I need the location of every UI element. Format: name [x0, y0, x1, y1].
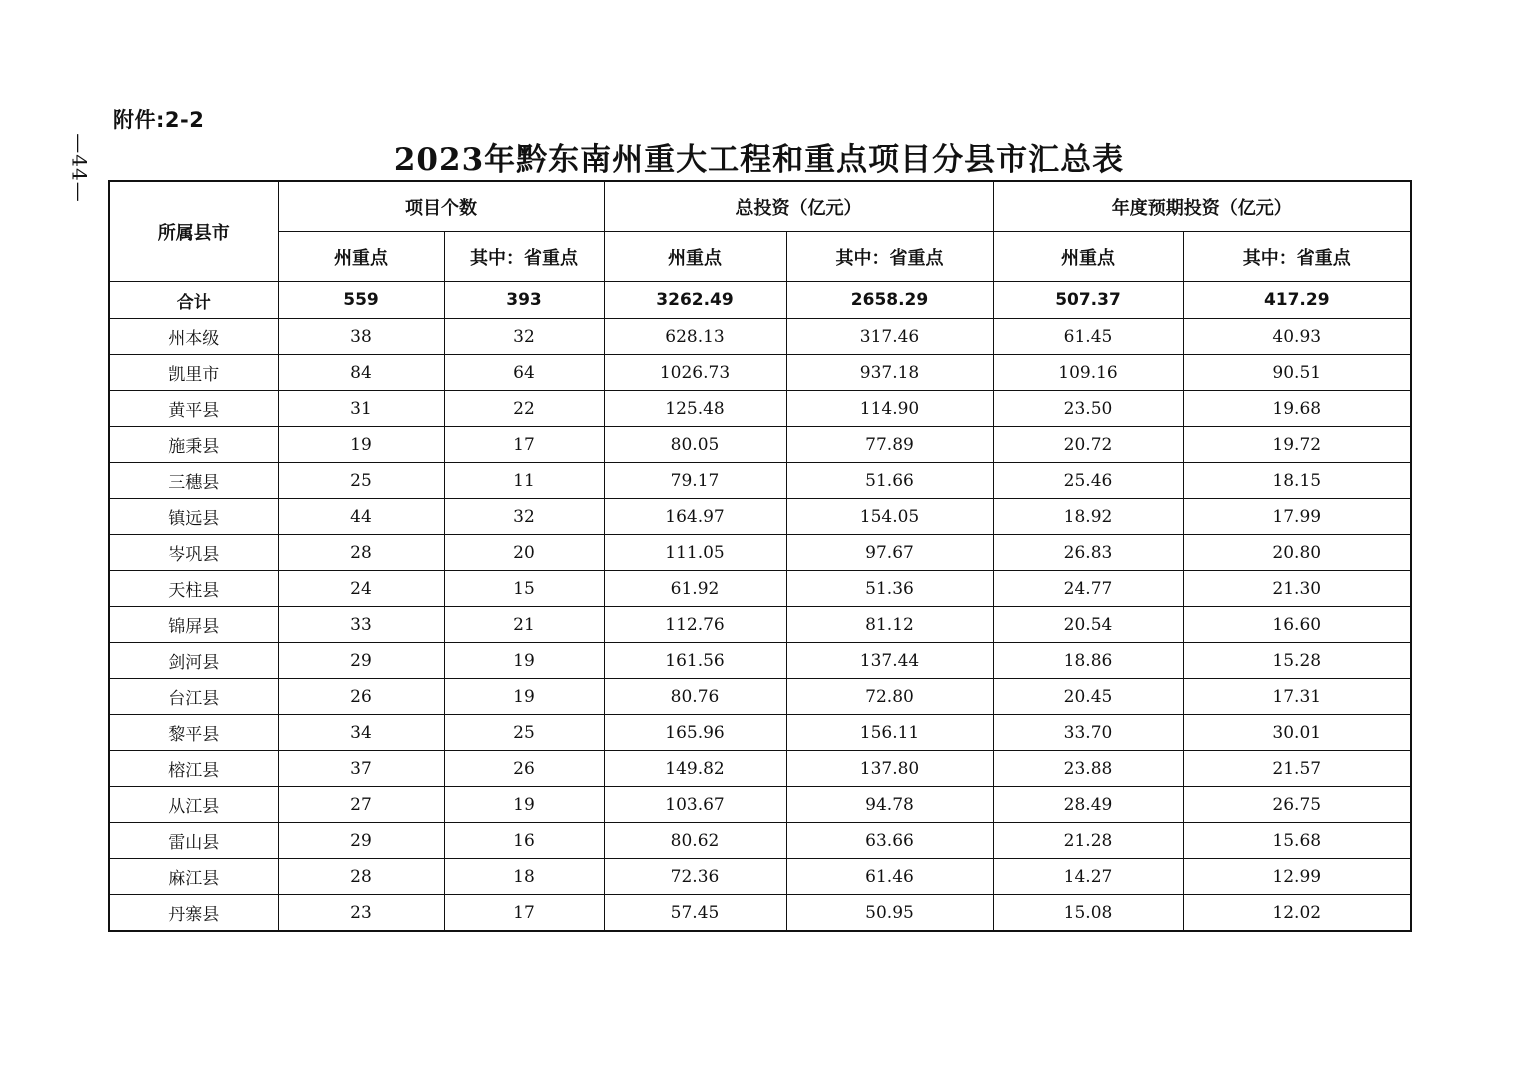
table-row: [109, 391, 1411, 427]
annual-provincial-cell: 15.68: [1183, 823, 1411, 859]
annual-prefecture-cell: 25.46: [993, 463, 1183, 499]
count-prefecture-cell: 37: [278, 751, 444, 787]
annual-prefecture-cell: 109.16: [993, 355, 1183, 391]
header-total-provincial: 其中：省重点: [786, 232, 993, 282]
table-row: [109, 751, 1411, 787]
header-count-provincial: 其中：省重点: [444, 232, 604, 282]
annual-provincial-cell: 17.99: [1183, 499, 1411, 535]
table-row: [109, 499, 1411, 535]
county-name-cell: 榕江县: [109, 751, 278, 787]
header-total-prefecture: 州重点: [604, 232, 786, 282]
count-provincial-cell: 16: [444, 823, 604, 859]
annual-provincial-cell: 12.99: [1183, 859, 1411, 895]
annual-prefecture-cell: 14.27: [993, 859, 1183, 895]
investment-provincial-cell: 137.44: [786, 643, 993, 679]
count-prefecture-cell: 25: [278, 463, 444, 499]
count-prefecture-cell: 29: [278, 643, 444, 679]
county-name-cell: 凯里市: [109, 355, 278, 391]
annual-provincial-cell: 12.02: [1183, 895, 1411, 932]
investment-prefecture-cell: 80.62: [604, 823, 786, 859]
count-prefecture-cell: 19: [278, 427, 444, 463]
county-name-cell: 从江县: [109, 787, 278, 823]
count-prefecture-cell: 84: [278, 355, 444, 391]
investment-prefecture-cell: 57.45: [604, 895, 786, 932]
annual-provincial-cell: 19.68: [1183, 391, 1411, 427]
table-row: [109, 643, 1411, 679]
annual-provincial-cell: 18.15: [1183, 463, 1411, 499]
investment-provincial-cell: 51.36: [786, 571, 993, 607]
investment-prefecture-cell: 79.17: [604, 463, 786, 499]
table-row: [109, 463, 1411, 499]
annual-provincial-cell: 40.93: [1183, 319, 1411, 355]
table-row: [109, 787, 1411, 823]
annual-prefecture-cell: 20.54: [993, 607, 1183, 643]
count-provincial-cell: 32: [444, 319, 604, 355]
investment-provincial-cell: 50.95: [786, 895, 993, 932]
county-name-cell: 天柱县: [109, 571, 278, 607]
count-provincial-cell: 18: [444, 859, 604, 895]
investment-provincial-cell: 114.90: [786, 391, 993, 427]
total-row: [109, 282, 1411, 319]
page-number: [60, 128, 100, 208]
count-prefecture-cell: 26: [278, 679, 444, 715]
annual-prefecture-cell: 18.92: [993, 499, 1183, 535]
investment-provincial-cell: 81.12: [786, 607, 993, 643]
investment-prefecture-cell: 1026.73: [604, 355, 786, 391]
annual-prefecture-cell: 20.45: [993, 679, 1183, 715]
header-count-prefecture: 州重点: [278, 232, 444, 282]
investment-prefecture-cell: 125.48: [604, 391, 786, 427]
count-provincial-cell: 25: [444, 715, 604, 751]
count-provincial-cell: 19: [444, 679, 604, 715]
table-row: [109, 319, 1411, 355]
investment-prefecture-cell: 628.13: [604, 319, 786, 355]
annual-provincial-cell: 19.72: [1183, 427, 1411, 463]
annual-provincial-cell: 17.31: [1183, 679, 1411, 715]
page-number-text: —44—: [68, 133, 93, 203]
investment-prefecture-cell: 164.97: [604, 499, 786, 535]
attachment-label: 附件:2-2: [113, 108, 205, 132]
count-provincial-cell: 21: [444, 607, 604, 643]
annual-prefecture-cell: 20.72: [993, 427, 1183, 463]
annual-provincial-cell: 16.60: [1183, 607, 1411, 643]
annual-prefecture-cell: 33.70: [993, 715, 1183, 751]
county-name-cell: 麻江县: [109, 859, 278, 895]
annual-prefecture-cell: 28.49: [993, 787, 1183, 823]
investment-prefecture-cell: 161.56: [604, 643, 786, 679]
count-provincial-cell: 32: [444, 499, 604, 535]
header-total-investment: 总投资（亿元）: [604, 181, 993, 232]
investment-prefecture-cell: 61.92: [604, 571, 786, 607]
annual-prefecture-cell: 15.08: [993, 895, 1183, 932]
total-annual-provincial: 417.29: [1183, 282, 1411, 319]
summary-table: [108, 180, 1412, 932]
table-row: [109, 355, 1411, 391]
annual-prefecture-cell: 18.86: [993, 643, 1183, 679]
total-investment-provincial: 2658.29: [786, 282, 993, 319]
count-provincial-cell: 19: [444, 643, 604, 679]
investment-prefecture-cell: 111.05: [604, 535, 786, 571]
county-name-cell: 施秉县: [109, 427, 278, 463]
investment-prefecture-cell: 72.36: [604, 859, 786, 895]
county-name-cell: 锦屏县: [109, 607, 278, 643]
investment-provincial-cell: 937.18: [786, 355, 993, 391]
county-name-cell: 黎平县: [109, 715, 278, 751]
annual-provincial-cell: 26.75: [1183, 787, 1411, 823]
count-prefecture-cell: 31: [278, 391, 444, 427]
count-prefecture-cell: 44: [278, 499, 444, 535]
count-prefecture-cell: 34: [278, 715, 444, 751]
table-row: [109, 571, 1411, 607]
count-provincial-cell: 15: [444, 571, 604, 607]
count-provincial-cell: 22: [444, 391, 604, 427]
count-provincial-cell: 17: [444, 427, 604, 463]
county-name-cell: 雷山县: [109, 823, 278, 859]
total-count-provincial: 393: [444, 282, 604, 319]
table-row: [109, 823, 1411, 859]
investment-provincial-cell: 94.78: [786, 787, 993, 823]
county-name-cell: 台江县: [109, 679, 278, 715]
header-annual-provincial: 其中：省重点: [1183, 232, 1411, 282]
annual-prefecture-cell: 23.50: [993, 391, 1183, 427]
annual-prefecture-cell: 24.77: [993, 571, 1183, 607]
count-provincial-cell: 20: [444, 535, 604, 571]
header-annual-investment: 年度预期投资（亿元）: [993, 181, 1411, 232]
count-provincial-cell: 26: [444, 751, 604, 787]
table-row: [109, 895, 1411, 932]
investment-prefecture-cell: 80.76: [604, 679, 786, 715]
count-prefecture-cell: 38: [278, 319, 444, 355]
table-row: [109, 427, 1411, 463]
county-name-cell: 丹寨县: [109, 895, 278, 932]
annual-provincial-cell: 21.57: [1183, 751, 1411, 787]
investment-provincial-cell: 63.66: [786, 823, 993, 859]
investment-prefecture-cell: 149.82: [604, 751, 786, 787]
table-row: [109, 607, 1411, 643]
count-provincial-cell: 11: [444, 463, 604, 499]
page-title: 2023年黔东南州重大工程和重点项目分县市汇总表: [393, 142, 1125, 178]
total-count-prefecture: 559: [278, 282, 444, 319]
count-prefecture-cell: 28: [278, 535, 444, 571]
count-prefecture-cell: 23: [278, 895, 444, 932]
table-row: [109, 679, 1411, 715]
annual-prefecture-cell: 21.28: [993, 823, 1183, 859]
count-provincial-cell: 64: [444, 355, 604, 391]
county-name-cell: 三穗县: [109, 463, 278, 499]
annual-prefecture-cell: 26.83: [993, 535, 1183, 571]
header-project-count: 项目个数: [278, 181, 604, 232]
table-row: [109, 715, 1411, 751]
annual-prefecture-cell: 61.45: [993, 319, 1183, 355]
county-name-cell: 州本级: [109, 319, 278, 355]
table-row: [109, 535, 1411, 571]
investment-provincial-cell: 61.46: [786, 859, 993, 895]
header-annual-prefecture: 州重点: [993, 232, 1183, 282]
annual-provincial-cell: 20.80: [1183, 535, 1411, 571]
county-name-cell: 镇远县: [109, 499, 278, 535]
count-prefecture-cell: 27: [278, 787, 444, 823]
count-prefecture-cell: 28: [278, 859, 444, 895]
total-investment-prefecture: 3262.49: [604, 282, 786, 319]
county-name-cell: 剑河县: [109, 643, 278, 679]
investment-provincial-cell: 317.46: [786, 319, 993, 355]
count-prefecture-cell: 33: [278, 607, 444, 643]
table-row: [109, 859, 1411, 895]
annual-provincial-cell: 30.01: [1183, 715, 1411, 751]
annual-provincial-cell: 90.51: [1183, 355, 1411, 391]
investment-provincial-cell: 156.11: [786, 715, 993, 751]
annual-provincial-cell: 15.28: [1183, 643, 1411, 679]
investment-prefecture-cell: 80.05: [604, 427, 786, 463]
county-name-cell: 黄平县: [109, 391, 278, 427]
investment-provincial-cell: 97.67: [786, 535, 993, 571]
investment-prefecture-cell: 165.96: [604, 715, 786, 751]
investment-provincial-cell: 137.80: [786, 751, 993, 787]
investment-prefecture-cell: 112.76: [604, 607, 786, 643]
header-county: 所属县市: [109, 181, 278, 282]
investment-provincial-cell: 72.80: [786, 679, 993, 715]
investment-provincial-cell: 154.05: [786, 499, 993, 535]
annual-provincial-cell: 21.30: [1183, 571, 1411, 607]
count-provincial-cell: 17: [444, 895, 604, 932]
total-label: 合计: [109, 282, 278, 319]
header-row-subcolumns: [109, 232, 1411, 282]
header-row-groups: [109, 181, 1411, 232]
investment-prefecture-cell: 103.67: [604, 787, 786, 823]
investment-provincial-cell: 77.89: [786, 427, 993, 463]
total-annual-prefecture: 507.37: [993, 282, 1183, 319]
county-name-cell: 岑巩县: [109, 535, 278, 571]
investment-provincial-cell: 51.66: [786, 463, 993, 499]
count-provincial-cell: 19: [444, 787, 604, 823]
count-prefecture-cell: 29: [278, 823, 444, 859]
count-prefecture-cell: 24: [278, 571, 444, 607]
annual-prefecture-cell: 23.88: [993, 751, 1183, 787]
